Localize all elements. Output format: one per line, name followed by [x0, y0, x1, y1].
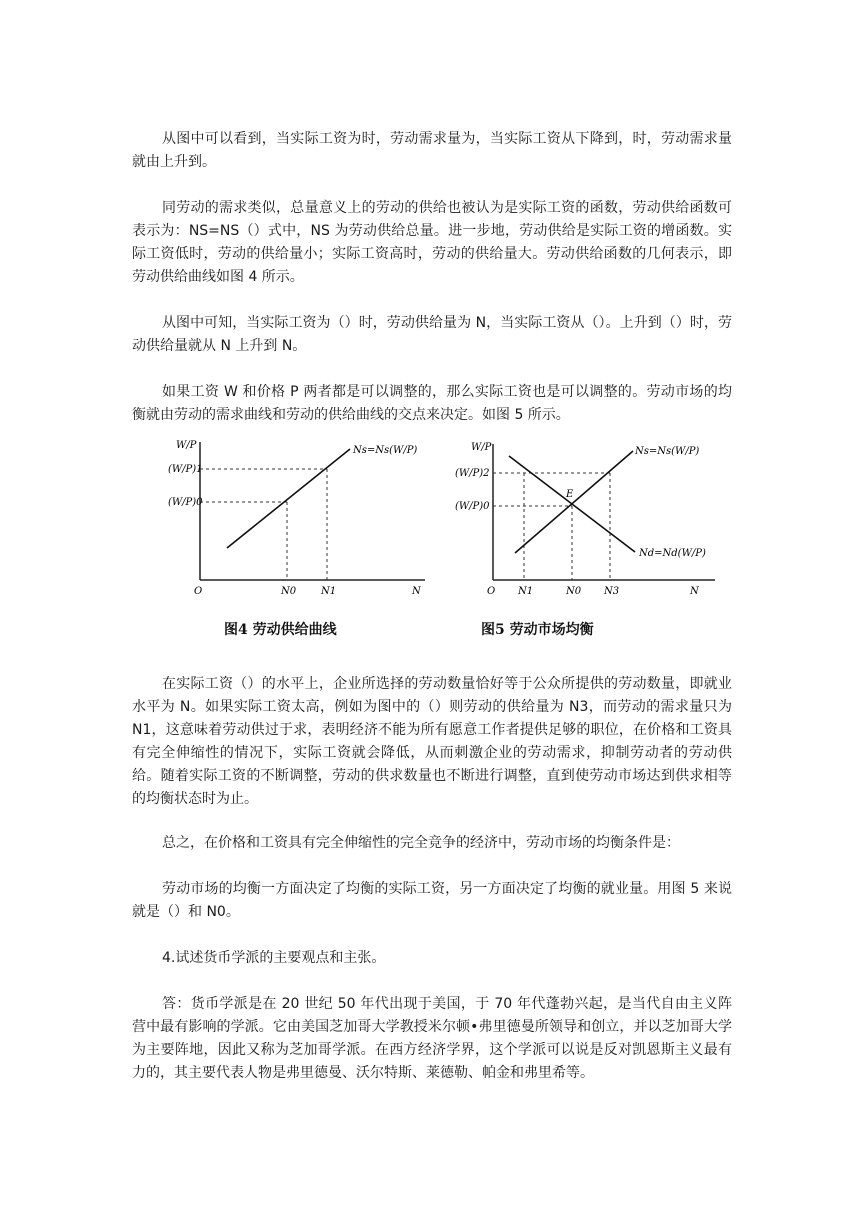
paragraph-8-question: 4.试述货币学派的主要观点和主张。	[162, 950, 386, 966]
paragraph-5: 在实际工资（）的水平上，企业所选择的劳动数量恰好等于公众所提供的劳动数量，即就业水平为 N。如果实际工资太高，例如为图中的（）则劳动的供给量为 N3，而劳动的需求量只为 N1，这意味着劳动供过于求，表明经济不能为所有愿意工作者提供足够的职位，在价格和工资具有完全伸缩性的情况下，实际工资就会降低，从而刺激企业的劳动需求，抑制劳动者的劳动供给。随着实际工资的不断调整，劳动的供求数量也不断进行调整，直到使劳动市场达到供求相等的均衡状态时为止。	[132, 676, 732, 807]
fig4-y-tick-wp1: (W/P)1	[168, 464, 203, 475]
figure-4-labor-supply	[150, 432, 430, 647]
fig4-y-tick-wp0: (W/P)0	[168, 497, 203, 508]
fig4-caption: 图4 劳动供给曲线	[224, 622, 337, 638]
paragraph-2: 同劳动的需求类似，总量意义上的劳动的供给也被认为是实际工资的函数，劳动供给函数可表示为：NS=NS（）式中，NS 为劳动供给总量。进一步地，劳动供给是实际工资的增函数。实际工资低时，劳动的供给量小；实际工资高时，劳动的供给量大。劳动供给函数的几何表示，即劳动供给曲线如图 4 所示。	[132, 200, 732, 285]
fig5-x-axis-label: N	[690, 586, 699, 597]
fig5-caption: 图5 劳动市场均衡	[481, 622, 594, 638]
fig5-y-tick-wp2: (W/P)2	[455, 468, 490, 479]
fig4-x-tick-n0: N0	[281, 586, 297, 597]
paragraph-1: 从图中可以看到，当实际工资为时，劳动需求量为，当实际工资从下降到，时，劳动需求量就由上升到。	[132, 131, 732, 170]
fig4-x-axis-label: N	[412, 586, 421, 597]
fig5-equilibrium-label: E	[566, 489, 574, 500]
fig5-y-tick-wp0: (W/P)0	[455, 501, 490, 512]
fig5-x-tick-n1: N1	[518, 586, 534, 597]
fig4-supply-curve	[227, 449, 350, 548]
fig5-demand-label: Nd=Nd(W/P)	[639, 548, 706, 559]
fig4-y-axis-label: W/P	[176, 440, 197, 451]
paragraph-9-answer: 答：货币学派是在 20 世纪 50 年代出现于美国，于 70 年代蓬勃兴起，是当代自由主义阵营中最有影响的学派。它由美国芝加哥大学教授米尔顿•弗里德曼所领导和创立，并以芝加哥大学为主要阵地，因此又称为芝加哥学派。在西方经济学界，这个学派可以说是反对凯恩斯主义最有力的，其主要代表人物是弗里德曼、沃尔特斯、莱德勒、帕金和弗里希等。	[132, 996, 732, 1081]
figure-5-labor-market-equilibrium	[445, 432, 725, 647]
fig5-supply-label: Ns=Ns(W/P)	[635, 446, 700, 457]
paragraph-3: 从图中可知，当实际工资为（）时，劳动供给量为 N，当实际工资从（）。上升到（）时，劳动供给量就从 N 上升到 N。	[132, 315, 732, 354]
fig4-x-tick-n1: N1	[321, 586, 337, 597]
paragraph-7: 劳动市场的均衡一方面决定了均衡的实际工资，另一方面决定了均衡的就业量。用图 5 来说就是（）和 N0。	[132, 881, 732, 920]
fig5-x-tick-n0: N0	[566, 586, 582, 597]
fig5-x-tick-n3: N3	[604, 586, 620, 597]
fig5-y-axis-label: W/P	[471, 442, 492, 453]
fig4-origin-label: O	[194, 586, 203, 597]
fig5-origin-label: O	[487, 586, 496, 597]
fig4-curve-label: Ns=Ns(W/P)	[353, 445, 418, 456]
paragraph-4: 如果工资 W 和价格 P 两者都是可以调整的，那么实际工资也是可以调整的。劳动市场的均衡就由劳动的需求曲线和劳动的供给曲线的交点来决定。如图 5 所示。	[132, 384, 732, 423]
paragraph-6: 总之，在价格和工资具有完全伸缩性的完全竞争的经济中，劳动市场的均衡条件是：	[162, 835, 680, 851]
